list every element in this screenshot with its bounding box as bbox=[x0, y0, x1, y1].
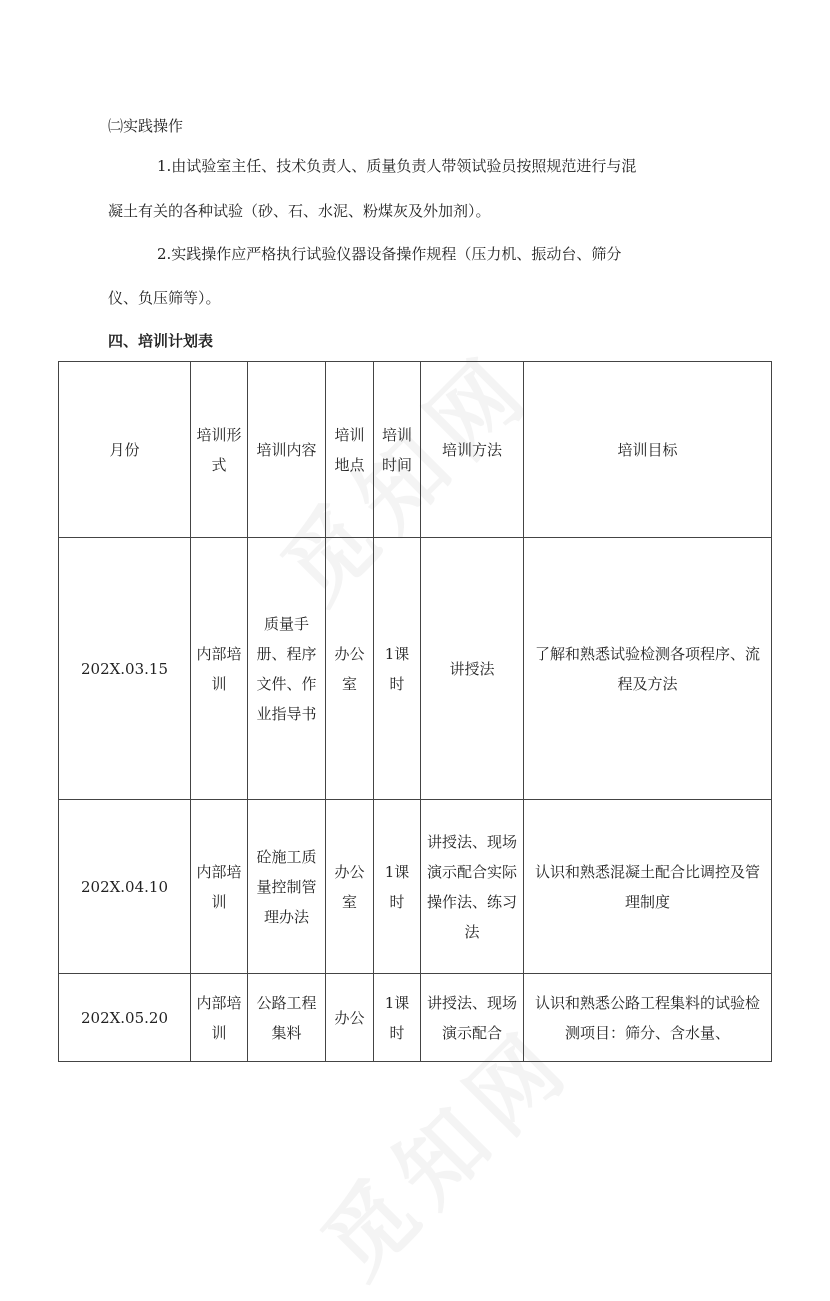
header-cell-content: 培训内容 bbox=[248, 362, 326, 538]
cell-goal: 了解和熟悉试验检测各项程序、流程及方法 bbox=[524, 538, 772, 800]
cell-form: 内部培训 bbox=[191, 538, 248, 800]
cell-method: 讲授法 bbox=[421, 538, 524, 800]
cell-month: 202X.03.15 bbox=[59, 538, 191, 800]
paragraph-1-line-2: 凝土有关的各种试验（砂、石、水泥、粉煤灰及外加剂）。 bbox=[108, 202, 491, 220]
cell-method: 讲授法、现场演示配合 bbox=[421, 974, 524, 1062]
header-cell-location: 培训地点 bbox=[326, 362, 374, 538]
cell-goal: 认识和熟悉公路工程集料的试验检测项目：筛分、含水量、 bbox=[524, 974, 772, 1062]
table-row bbox=[59, 974, 772, 1062]
table-row bbox=[59, 800, 772, 974]
cell-duration: 1课时 bbox=[374, 974, 421, 1062]
cell-content: 质量手册、程序文件、作业指导书 bbox=[248, 538, 326, 800]
header-cell-method: 培训方法 bbox=[421, 362, 524, 538]
table-header-row bbox=[59, 362, 772, 538]
header-cell-form: 培训形式 bbox=[191, 362, 248, 538]
training-plan-table bbox=[58, 361, 772, 1062]
paragraph-1-line-1: 1.由试验室主任、技术负责人、质量负责人带领试验员按照规范进行与混 bbox=[157, 157, 637, 175]
cell-location: 办公室 bbox=[326, 800, 374, 974]
cell-content: 公路工程集料 bbox=[248, 974, 326, 1062]
cell-goal: 认识和熟悉混凝土配合比调控及管理制度 bbox=[524, 800, 772, 974]
paragraph-practice-title: ㈡实践操作 bbox=[108, 117, 184, 135]
header-cell-goal: 培训目标 bbox=[524, 362, 772, 538]
cell-month: 202X.04.10 bbox=[59, 800, 191, 974]
cell-duration: 1课时 bbox=[374, 538, 421, 800]
cell-location: 办公室 bbox=[326, 538, 374, 800]
paragraph-2-line-2: 仪、负压筛等）。 bbox=[108, 289, 221, 307]
paragraph-2-line-1: 2.实践操作应严格执行试验仪器设备操作规程（压力机、振动台、筛分 bbox=[157, 245, 622, 263]
cell-month: 202X.05.20 bbox=[59, 974, 191, 1062]
header-cell-duration: 培训时间 bbox=[374, 362, 421, 538]
cell-duration: 1课时 bbox=[374, 800, 421, 974]
cell-location: 办公 bbox=[326, 974, 374, 1062]
cell-content: 砼施工质量控制管理办法 bbox=[248, 800, 326, 974]
table-row bbox=[59, 538, 772, 800]
cell-form: 内部培训 bbox=[191, 800, 248, 974]
header-cell-month: 月份 bbox=[59, 362, 191, 538]
cell-method: 讲授法、现场演示配合实际操作法、练习法 bbox=[421, 800, 524, 974]
section-heading-training-plan: 四、培训计划表 bbox=[108, 332, 214, 350]
cell-form: 内部培训 bbox=[191, 974, 248, 1062]
